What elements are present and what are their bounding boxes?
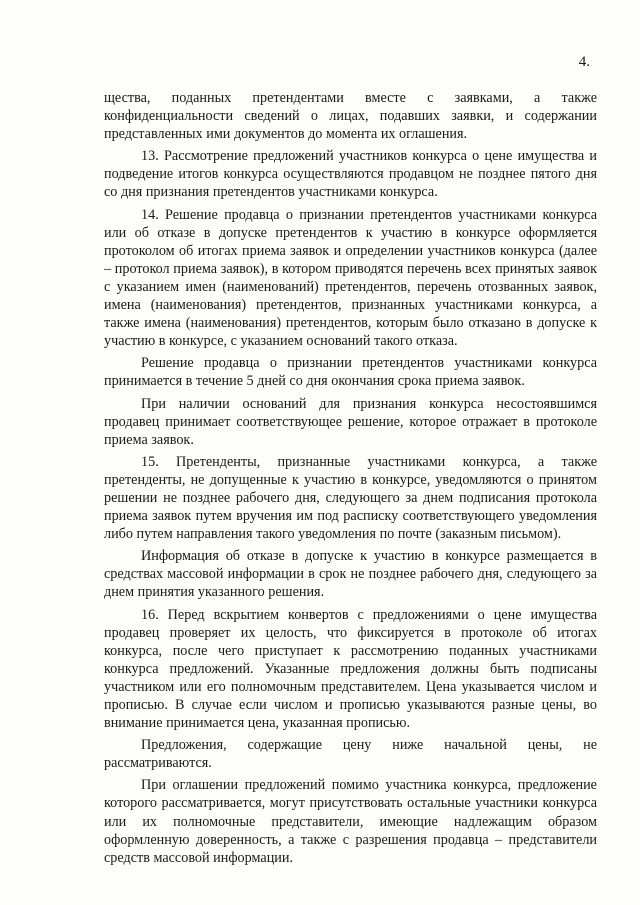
document-text bbox=[104, 89, 597, 871]
paragraph-continuation: щества, поданных претендентами вместе с заявками, а также конфиденциальности сведений о лицах, подавших заявки, и содержании представленных ими документов до момента их оглашения. bbox=[104, 90, 597, 143]
paragraph-16-low-price: Предложения, содержащие цену ниже начальной цены, не рассматриваются. bbox=[104, 737, 597, 772]
paragraph-13: 13. Рассмотрение предложений участников конкурса о цене имущества и подведение итогов конкурса осуществляются продавцом не позднее пятого дня со дня признания претендентов участниками конкурса. bbox=[104, 148, 597, 201]
paragraph-16: 16. Перед вскрытием конвертов с предложениями о цене имущества продавец проверяет их целость, что фиксируется в протоколе об итогах конкурса, после чего приступает к рассмотрению поданных участниками конкурса предложений. Указанные предложения должны быть подписаны участником или его полномочным представителем. Цена указывается числом и прописью. В случае если числом и прописью указываются разные цены, во внимание принимается цена, указанная прописью. bbox=[104, 606, 597, 732]
page-number: 4. bbox=[578, 54, 590, 70]
paragraph-16-announcement: При оглашении предложений помимо участника конкурса, предложение которого рассматривается, могут присутствовать остальные участники конкурса или их полномочные представители, имеющие надлежащим образом оформленную доверенность, а также с разрешения продавца – представители средств массовой информации. bbox=[104, 777, 597, 866]
paragraph-15-refusal-info: Информация об отказе в допуске к участию в конкурсе размещается в средствах массовой информации в срок не позднее рабочего дня, следующего за днем принятия указанного решения. bbox=[104, 548, 597, 601]
paragraph-14-decision: Решение продавца о признании претендентов участниками конкурса принимается в течение 5 дней со дня окончания срока приема заявок. bbox=[104, 355, 597, 390]
paragraph-14-failed-contest: При наличии оснований для признания конкурса несостоявшимся продавец принимает соответствующее решение, которое отражает в протоколе приема заявок. bbox=[104, 395, 597, 448]
paragraph-15: 15. Претенденты, признанные участниками конкурса, а также претенденты, не допущенные к участию в конкурсе, уведомляются о принятом решении не позднее рабочего дня, следующего за днем подписания протокола приема заявок путем вручения им под расписку соответствующего уведомления либо путем направления такого уведомления по почте (заказным письмом). bbox=[104, 453, 597, 543]
paragraph-14: 14. Решение продавца о признании претендентов участниками конкурса или об отказе в допуске претендентов к участию в конкурсе оформляется протоколом об итогах приема заявок и определении участников конкурса (далее – протокол приема заявок), в котором приводятся перечень всех принятых заявок с указанием имен (наименований) претендентов, перечень отозванных заявок, имена (наименования) претендентов, признанных участниками конкурса, а также имена (наименования) претендентов, которым было отказано в допуске к участию в конкурсе, с указанием оснований такого отказа. bbox=[104, 206, 597, 350]
